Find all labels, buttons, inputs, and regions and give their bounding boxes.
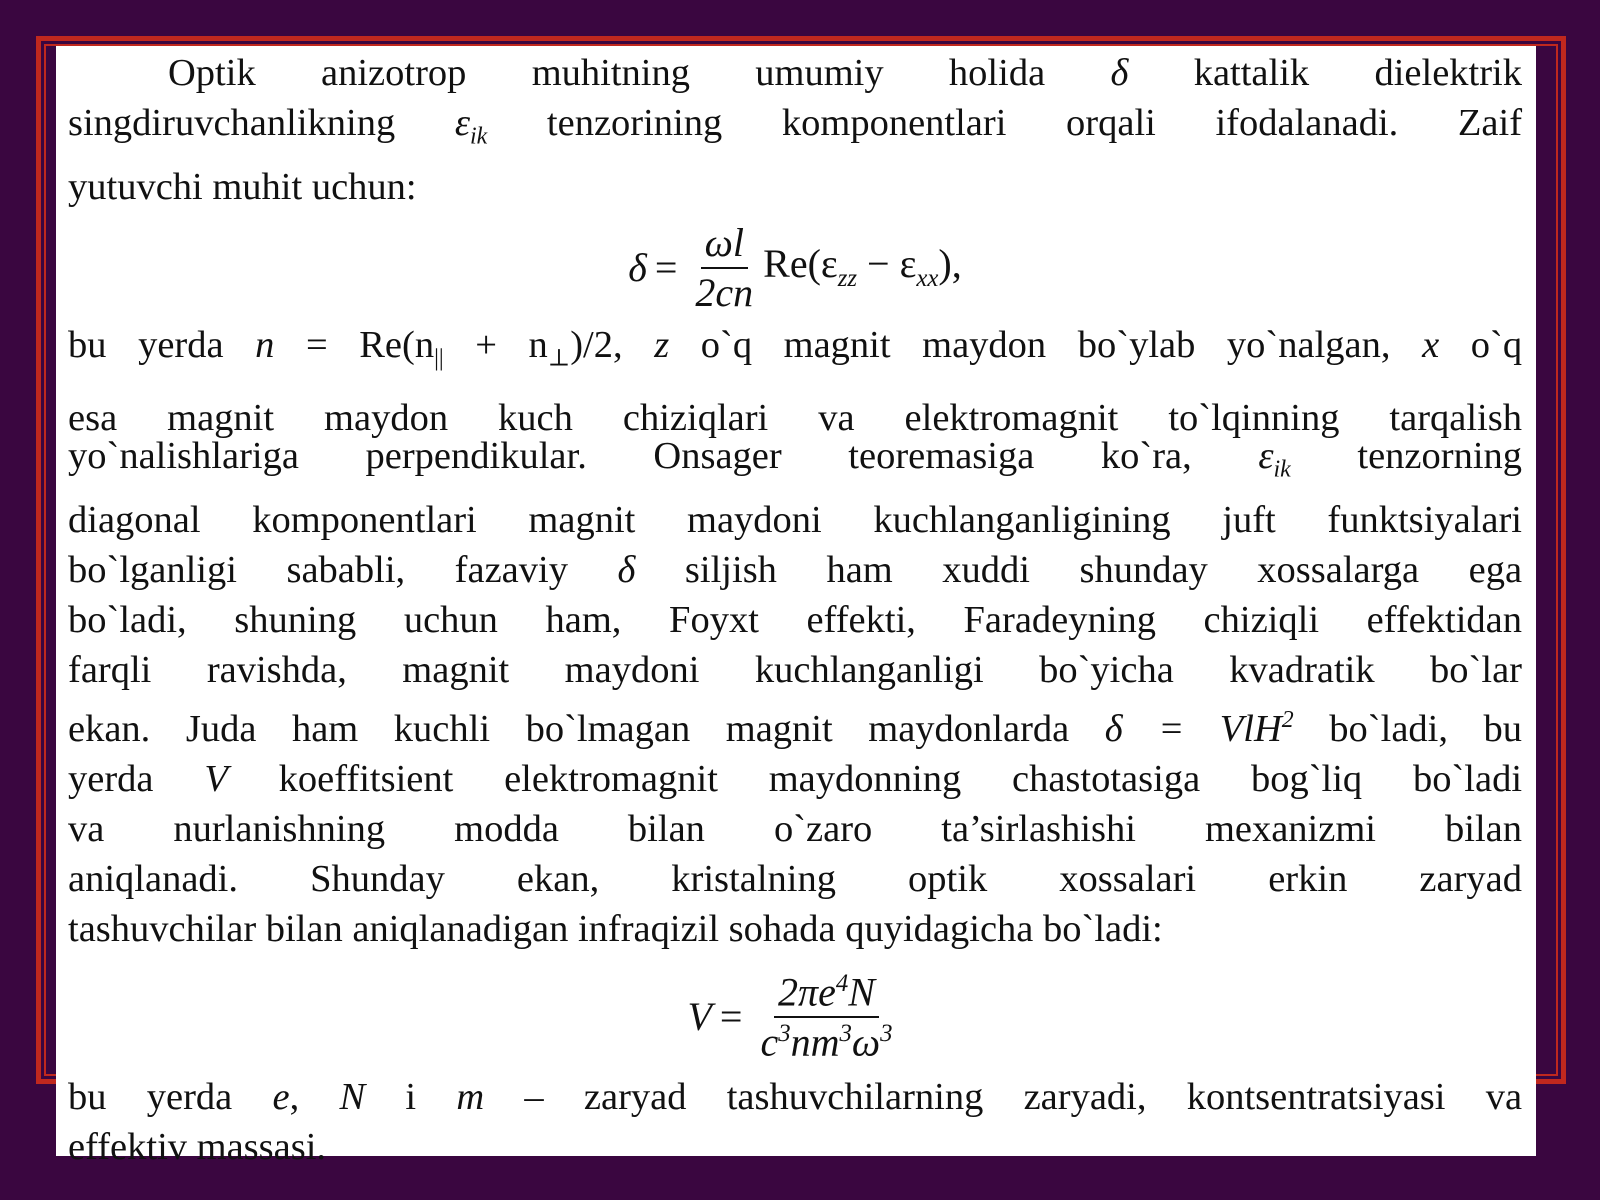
epsilon-symbol: $\varepsilon_{ik}$ [1258, 435, 1291, 484]
paragraph-2-line-10: va nurlanishning modda bilan o`zaro ta’sirlashishi mexanizmi bilan [68, 807, 1522, 850]
refractive-index-formula: $n = Re(n_{||} + n_\perp)/2$, [255, 323, 623, 372]
paragraph-2-line-3: yo`nalishlariga perpendikular. Onsager teoremasiga ko`ra, $\varepsilon_{ik}$ tenzorning [68, 435, 1523, 484]
paragraph-2-line-9: yerda V koeffitsient elektromagnit maydonning chastotasiga bog`liq bo`ladi [68, 757, 1523, 800]
delta-symbol: δ [1110, 52, 1129, 94]
formula-delta-rhs: $Re(\varepsilon_{zz} - \varepsilon_{xx})$, [763, 240, 962, 292]
paragraph-2-line-7: farqli ravishda, magnit maydoni kuchlanganligi bo`yicha kvadratik bo`lar [68, 649, 1522, 692]
paragraph-2-line-5: bo`lganligi sababli, fazaviy δ siljish ham xuddi shunday xossalarga ega [68, 549, 1523, 592]
formula-delta-fraction: $\frac{\omega l}{2cn}$ [695, 219, 754, 315]
formula-delta: δ = $\frac{\omega l}{2cn}$ $Re(\varepsilon_{zz} - \varepsilon_{xx})$, [628, 219, 962, 315]
paragraph-1-line-3: yutuvchi muhit uchun: [68, 165, 417, 208]
document-page [56, 46, 1536, 1168]
paragraph-2-line-4: diagonal komponentlari magnit maydoni kuchlanganligining juft funktsiyalari [68, 499, 1522, 542]
paragraph-3 [68, 1072, 1522, 1172]
paragraph-2-line-12: tashuvchilar bilan aniqlanadigan infraqizil sohada quyidagicha bo`ladi: [68, 907, 1163, 950]
paragraph-2 [68, 320, 1522, 954]
formula-verdet-fraction: $\frac{2\pi e^4N}{c^3nm^3\omega^3}$ [760, 968, 893, 1065]
paragraph-2-line-11: aniqlanadi. Shunday ekan, kristalning optik xossalari erkin zaryad [68, 857, 1522, 900]
paragraph-1-line-2: singdiruvchanlikning $\varepsilon_{ik}$ tenzorining komponentlari orqali ifodalanadi. Zaif [68, 102, 1523, 150]
verdet-formula: δ = VlH$^2$ [1104, 707, 1294, 750]
paragraph-2-line-1: bu yerda $n = Re(n_{||} + n_\perp)/2$, z o`q magnit maydon bo`ylab yo`nalgan, x o`q [68, 323, 1523, 372]
formula-verdet-constant: V = $\frac{2\pi e^4N}{c^3nm^3\omega^3}$ [68, 962, 1522, 1072]
paragraph-2-line-2: esa magnit maydon kuch chiziqlari va elektromagnit to`lqinning tarqalish [68, 397, 1522, 440]
paragraph-2-line-6: bo`ladi, shuning uchun ham, Foyxt effekti, Faradeyning chiziqli effektidan [68, 599, 1522, 642]
epsilon-symbol: $\varepsilon_{ik}$ [454, 102, 488, 150]
paragraph-3-line-1: bu yerda e, N i m – zaryad tashuvchilarning zaryadi, kontsentratsiyasi va [68, 1075, 1523, 1118]
paragraph-3-line-2: effektiv massasi. [68, 1125, 327, 1168]
paragraph-2-line-8: ekan. Juda ham kuchli bo`lmagan magnit maydonlarda δ = VlH$^2$ bo`ladi, bu [68, 707, 1523, 750]
paragraph-1 [68, 46, 1522, 212]
paragraph-1-line-1: Optik anizotrop muhitning umumiy holida δ kattalik dielektrik [168, 52, 1523, 94]
